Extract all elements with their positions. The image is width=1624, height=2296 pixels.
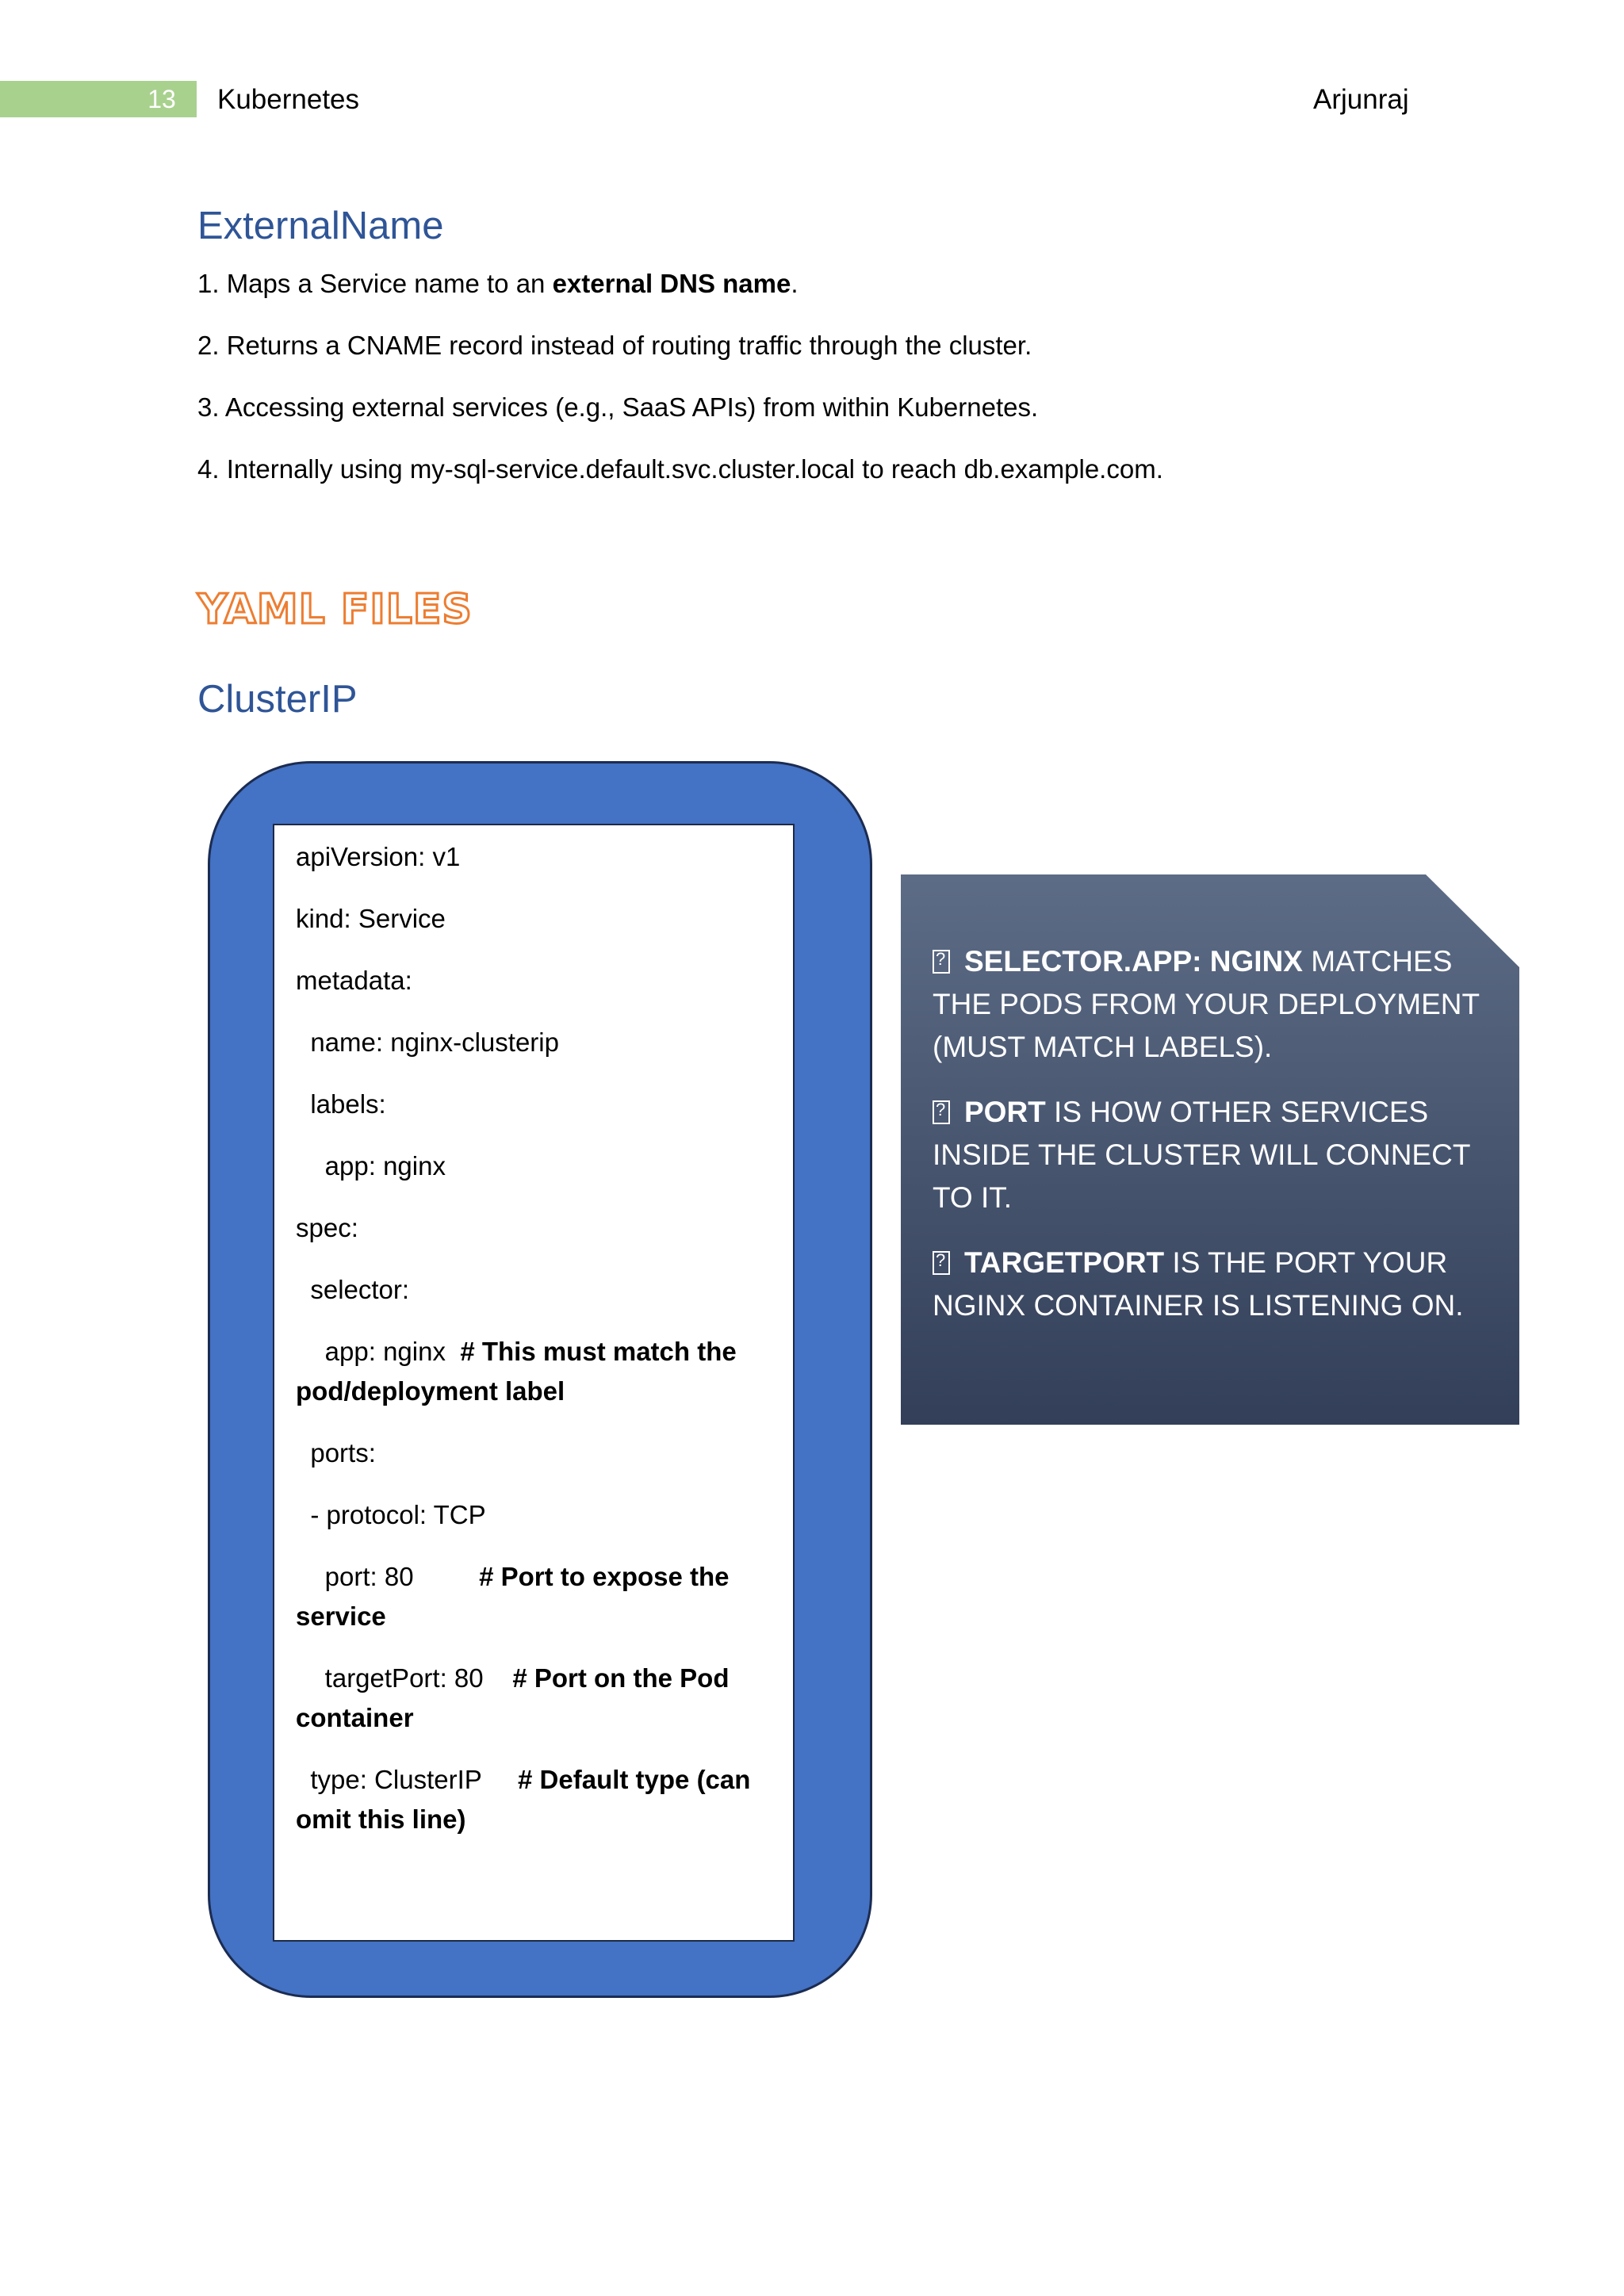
code-text: kind: Service [296, 904, 446, 933]
code-text: app: nginx [296, 1151, 446, 1181]
code-line [296, 1495, 772, 1557]
code-text: type: ClusterIP [296, 1765, 519, 1794]
callout-item-key: SELECTOR.APP: NGINX [964, 945, 1303, 978]
code-text: ports: [296, 1438, 376, 1468]
code-line [296, 1433, 772, 1495]
code-text: apiVersion: v1 [296, 842, 461, 871]
yaml-files-heading: YAML FILES [197, 586, 473, 633]
missing-glyph-icon [933, 1251, 950, 1275]
code-text: name: nginx-clusterip [296, 1027, 559, 1057]
document-title: Kubernetes [217, 84, 360, 115]
callout-item-key: PORT [964, 1096, 1046, 1128]
callout-item [933, 1091, 1488, 1219]
callout-item-key: TARGETPORT [964, 1246, 1165, 1279]
code-text: selector: [296, 1275, 410, 1304]
document-author: Arjunraj [1313, 84, 1409, 115]
missing-glyph-icon [933, 950, 950, 974]
code-text: - protocol: TCP [296, 1500, 486, 1529]
callout-item-text: IS THE PORT YOUR NGINX CONTAINER IS LISTENING ON. [933, 1246, 1464, 1322]
code-line [296, 1332, 772, 1433]
code-comment: # Port on the Pod container [296, 1663, 730, 1732]
code-comment: # Port to expose the service [296, 1562, 730, 1631]
code-line [296, 1146, 772, 1208]
callout-item-text: IS HOW OTHER SERVICES INSIDE THE CLUSTER WILL CONNECT TO IT. [933, 1096, 1470, 1214]
callout-text [933, 940, 1488, 1349]
code-line [296, 1760, 772, 1862]
code-text: labels: [296, 1089, 386, 1119]
code-comment: # Default type (can omit this line) [296, 1765, 751, 1834]
code-line [296, 961, 772, 1023]
callout-item-text: MATCHES THE PODS FROM YOUR DEPLOYMENT (MUST MATCH LABELS). [933, 945, 1480, 1063]
clusterip-heading: ClusterIP [197, 678, 358, 721]
externalname-heading: ExternalName [197, 205, 444, 247]
callout-item [933, 940, 1488, 1069]
callout-item [933, 1242, 1488, 1327]
code-text: metadata: [296, 966, 412, 995]
missing-glyph-icon [933, 1100, 950, 1124]
code-line [296, 899, 772, 961]
code-line [296, 1270, 772, 1332]
code-text: app: nginx [296, 1337, 461, 1366]
list-item: 1. Maps a Service name to an external DNS name. [197, 269, 799, 298]
list-item: 2. Returns a CNAME record instead of routing traffic through the cluster. [197, 331, 1032, 360]
code-line [296, 1023, 772, 1085]
code-line [296, 1659, 772, 1760]
list-item: 4. Internally using my-sql-service.default.svc.cluster.local to reach db.example.com. [197, 454, 1163, 484]
code-line [296, 1085, 772, 1146]
list-item: 3. Accessing external services (e.g., SaaS APIs) from within Kubernetes. [197, 392, 1039, 422]
code-line [296, 1208, 772, 1270]
code-text: targetPort: 80 [296, 1663, 513, 1693]
code-comment: # This must match the pod/deployment label [296, 1337, 737, 1406]
code-text: port: 80 [296, 1562, 480, 1591]
code-line [296, 837, 772, 899]
code-text: spec: [296, 1213, 358, 1242]
externalname-list [197, 266, 1163, 514]
page-number: 13 [147, 85, 176, 113]
code-line [296, 1557, 772, 1659]
yaml-code-block [296, 837, 772, 1862]
